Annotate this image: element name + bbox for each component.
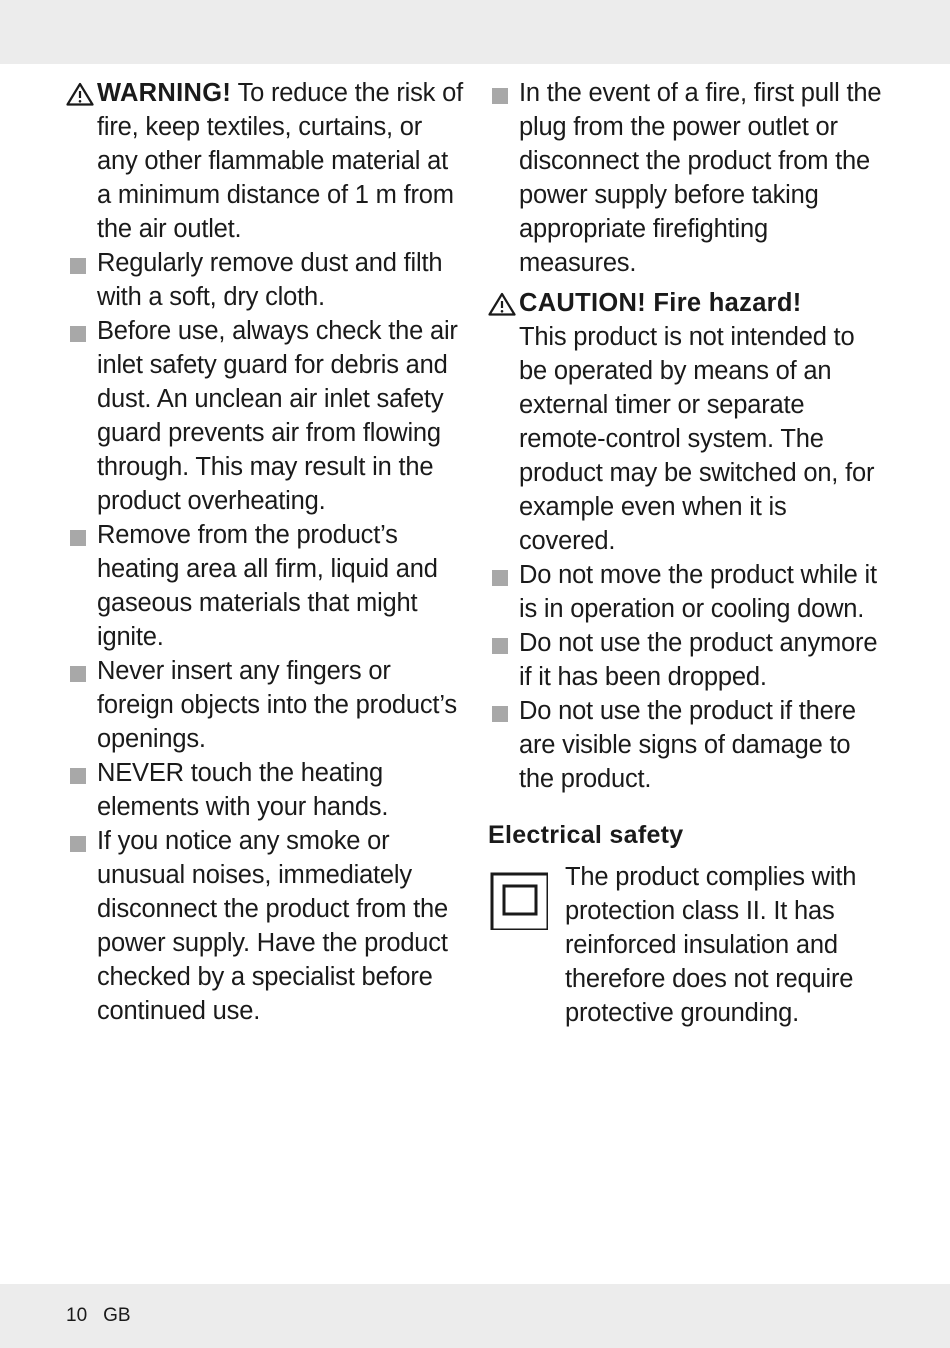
list-item-text: Never insert any fingers or foreign objects into the product’s openings.	[97, 657, 457, 753]
protection-class-ii-icon	[488, 870, 548, 930]
list-item	[488, 626, 888, 694]
list-item	[488, 694, 888, 796]
list-item-text: Remove from the product’s heating area all firm, liquid and gaseous materials that might ignite.	[97, 521, 438, 651]
caution-paragraph	[488, 286, 888, 558]
list-item-text: Do not use the product anymore if it has been dropped.	[519, 629, 878, 691]
section-heading: Electrical safety	[488, 821, 684, 849]
list-item	[66, 756, 464, 824]
protection-class-text: The product complies with protection class II. It has reinforced insulation and therefore does not require protective grounding.	[565, 863, 857, 1027]
list-item	[488, 558, 888, 626]
list-item	[66, 518, 464, 654]
list-item-text: NEVER touch the heating elements with your hands.	[97, 759, 389, 821]
right-column	[488, 76, 888, 796]
bullet-square-icon	[70, 530, 86, 546]
header-band	[0, 0, 950, 64]
list-item-text: Do not move the product while it is in operation or cooling down.	[519, 561, 877, 623]
bullet-square-icon	[70, 326, 86, 342]
left-column	[66, 76, 464, 1028]
bullet-square-icon	[492, 570, 508, 586]
page-number: 10	[66, 1305, 88, 1326]
warning-icon	[66, 82, 94, 106]
bullet-square-icon	[70, 258, 86, 274]
bullet-square-icon	[492, 706, 508, 722]
warning-paragraph	[66, 76, 464, 246]
list-item-text: If you notice any smoke or unusual noises, immediately disconnect the product from the power supply. Have the product checked by a specialist before continued use.	[97, 827, 448, 1025]
list-item-text: Do not use the product if there are visible signs of damage to the product.	[519, 697, 856, 793]
list-item	[66, 654, 464, 756]
language-code: GB	[103, 1305, 131, 1326]
list-item	[488, 76, 888, 280]
page-footer	[66, 1305, 131, 1327]
list-item-text: Before use, always check the air inlet safety guard for debris and dust. An unclean air inlet safety guard prevents air from flowing through. This may result in the product overheating.	[97, 317, 458, 515]
caution-text: This product is not intended to be operated by means of an external timer or separate remote-control system. The product may be switched on, for example even when it is covered.	[519, 323, 875, 555]
list-item-text: Regularly remove dust and filth with a soft, dry cloth.	[97, 249, 443, 311]
bullet-square-icon	[492, 88, 508, 104]
list-item	[66, 314, 464, 518]
bullet-square-icon	[70, 768, 86, 784]
bullet-square-icon	[70, 836, 86, 852]
footer-band	[0, 1284, 950, 1348]
bullet-square-icon	[70, 666, 86, 682]
warning-icon	[488, 292, 516, 316]
list-item-text: In the event of a fire, first pull the plug from the power outlet or disconnect the product from the power supply before taking appropriate firefighting measures.	[519, 79, 882, 277]
warning-label: WARNING!	[97, 79, 232, 107]
list-item	[66, 824, 464, 1028]
caution-label: CAUTION! Fire hazard!	[519, 289, 802, 317]
warning-text: To reduce the risk of fire, keep textiles, curtains, or any other flammable material at a minimum distance of 1 m from the air outlet.	[97, 79, 463, 243]
bullet-square-icon	[492, 638, 508, 654]
electrical-safety-section	[488, 818, 888, 1030]
list-item	[66, 246, 464, 314]
